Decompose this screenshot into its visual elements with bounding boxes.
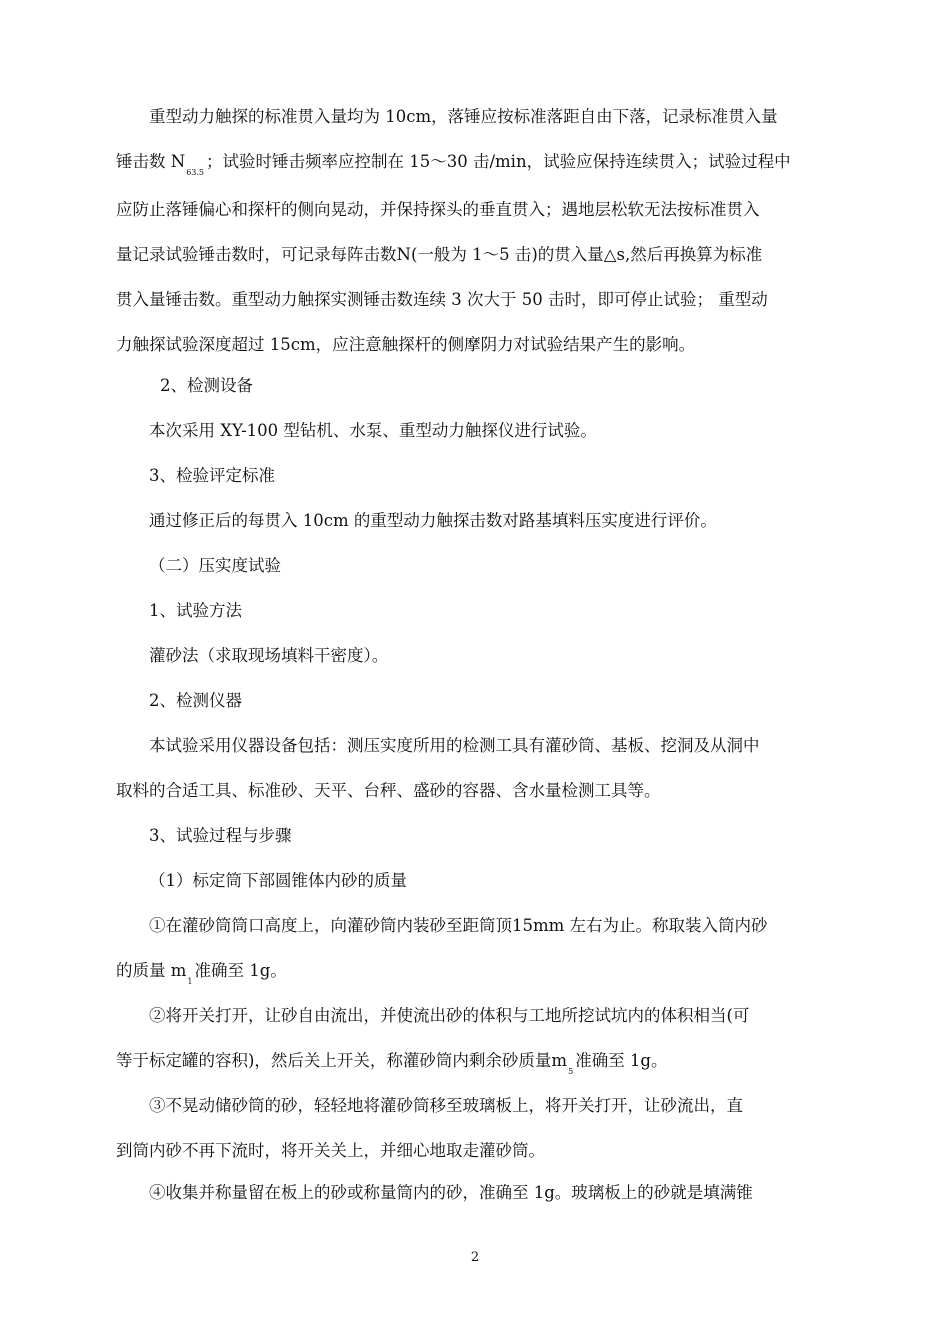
subscript: 1 (187, 977, 193, 986)
text-line: 重型动力触探的标准贯入量均为 10cm，落锤应按标准落距自由下落，记录标准贯入量 (149, 107, 778, 126)
text-line (116, 1038, 876, 1086)
text-fragment: 等于标定罐的容积)，然后关上开关，称灌砂筒内剩余砂质量m (116, 1051, 568, 1070)
heading-instruments: 2、检测仪器 (149, 691, 242, 710)
paragraph-step-4 (116, 1170, 876, 1215)
text-fragment: 准确至 1g。 (575, 1051, 668, 1070)
paragraph-test-method: 灌砂法（求取现场填料干密度）。 (149, 646, 389, 665)
paragraph-step-1 (116, 903, 876, 996)
paragraph-step-2 (116, 993, 876, 1086)
text-fragment: ；试验时锤击频率应控制在 15～30 击/min，试验应保持连续贯入；试验过程中 (206, 152, 791, 171)
text-line: 贯入量锤击数。重型动力触探实测锤击数连续 3 次大于 50 击时，即可停止试验； 重型动 (116, 290, 768, 309)
text-fragment: 准确至 1g。 (194, 961, 287, 980)
text-line: ④收集并称量留在板上的砂或称量筒内的砂，准确至 1g。玻璃板上的砂就是填满锥 (149, 1183, 753, 1202)
text-line: 取料的合适工具、标准砂、天平、台秤、盛砂的容器、含水量检测工具等。 (116, 781, 661, 800)
paragraph-penetration-method (116, 94, 876, 367)
paragraph-instruments (116, 723, 876, 813)
heading-standard: 3、检验评定标准 (149, 466, 275, 485)
heading-equipment: 2、检测设备 (160, 376, 253, 395)
paragraph-standard: 通过修正后的每贯入 10cm 的重型动力触探击数对路基填料压实度进行评价。 (149, 511, 717, 530)
text-line: ③不晃动储砂筒的砂，轻轻地将灌砂筒移至玻璃板上，将开关打开，让砂流出，直 (149, 1096, 743, 1115)
text-fragment: 的质量 m (116, 961, 187, 980)
heading-compaction-test: （二）压实度试验 (149, 556, 281, 575)
text-line: 到筒内砂不再下流时，将开关关上，并细心地取走灌砂筒。 (116, 1141, 545, 1160)
text-line: ②将开关打开，让砂自由流出，并使流出砂的体积与工地所挖试坑内的体积相当(可 (149, 1006, 750, 1025)
text-line (116, 948, 876, 996)
heading-process: 3、试验过程与步骤 (149, 826, 292, 845)
text-line (116, 139, 876, 187)
paragraph-step-3 (116, 1083, 876, 1173)
text-line: 本试验采用仪器设备包括：测压实度所用的检测工具有灌砂筒、基板、挖洞及从洞中 (149, 736, 760, 755)
subscript: 63.5 (186, 168, 204, 177)
text-line: 量记录试验锤击数时，可记录每阵击数N(一般为 1～5 击)的贯入量△s,然后再换算为标准 (116, 245, 763, 264)
text-line: 力触探试验深度超过 15cm，应注意触探杆的侧摩阴力对试验结果产生的影响。 (116, 335, 696, 354)
heading-step-1: （1）标定筒下部圆锥体内砂的质量 (149, 871, 407, 890)
text-line: ①在灌砂筒筒口高度上，向灌砂筒内装砂至距筒顶15mm 左右为止。称取装入筒内砂 (149, 916, 768, 935)
text-fragment: 锤击数 N (116, 152, 186, 171)
text-line: 应防止落锤偏心和探杆的侧向晃动，并保持探头的垂直贯入；遇地层松软无法按标准贯入 (116, 200, 760, 219)
subscript: 5 (568, 1067, 574, 1076)
page-number: 2 (470, 1250, 480, 1265)
paragraph-equipment: 本次采用 XY-100 型钻机、水泵、重型动力触探仪进行试验。 (149, 421, 597, 440)
heading-test-method: 1、试验方法 (149, 601, 242, 620)
